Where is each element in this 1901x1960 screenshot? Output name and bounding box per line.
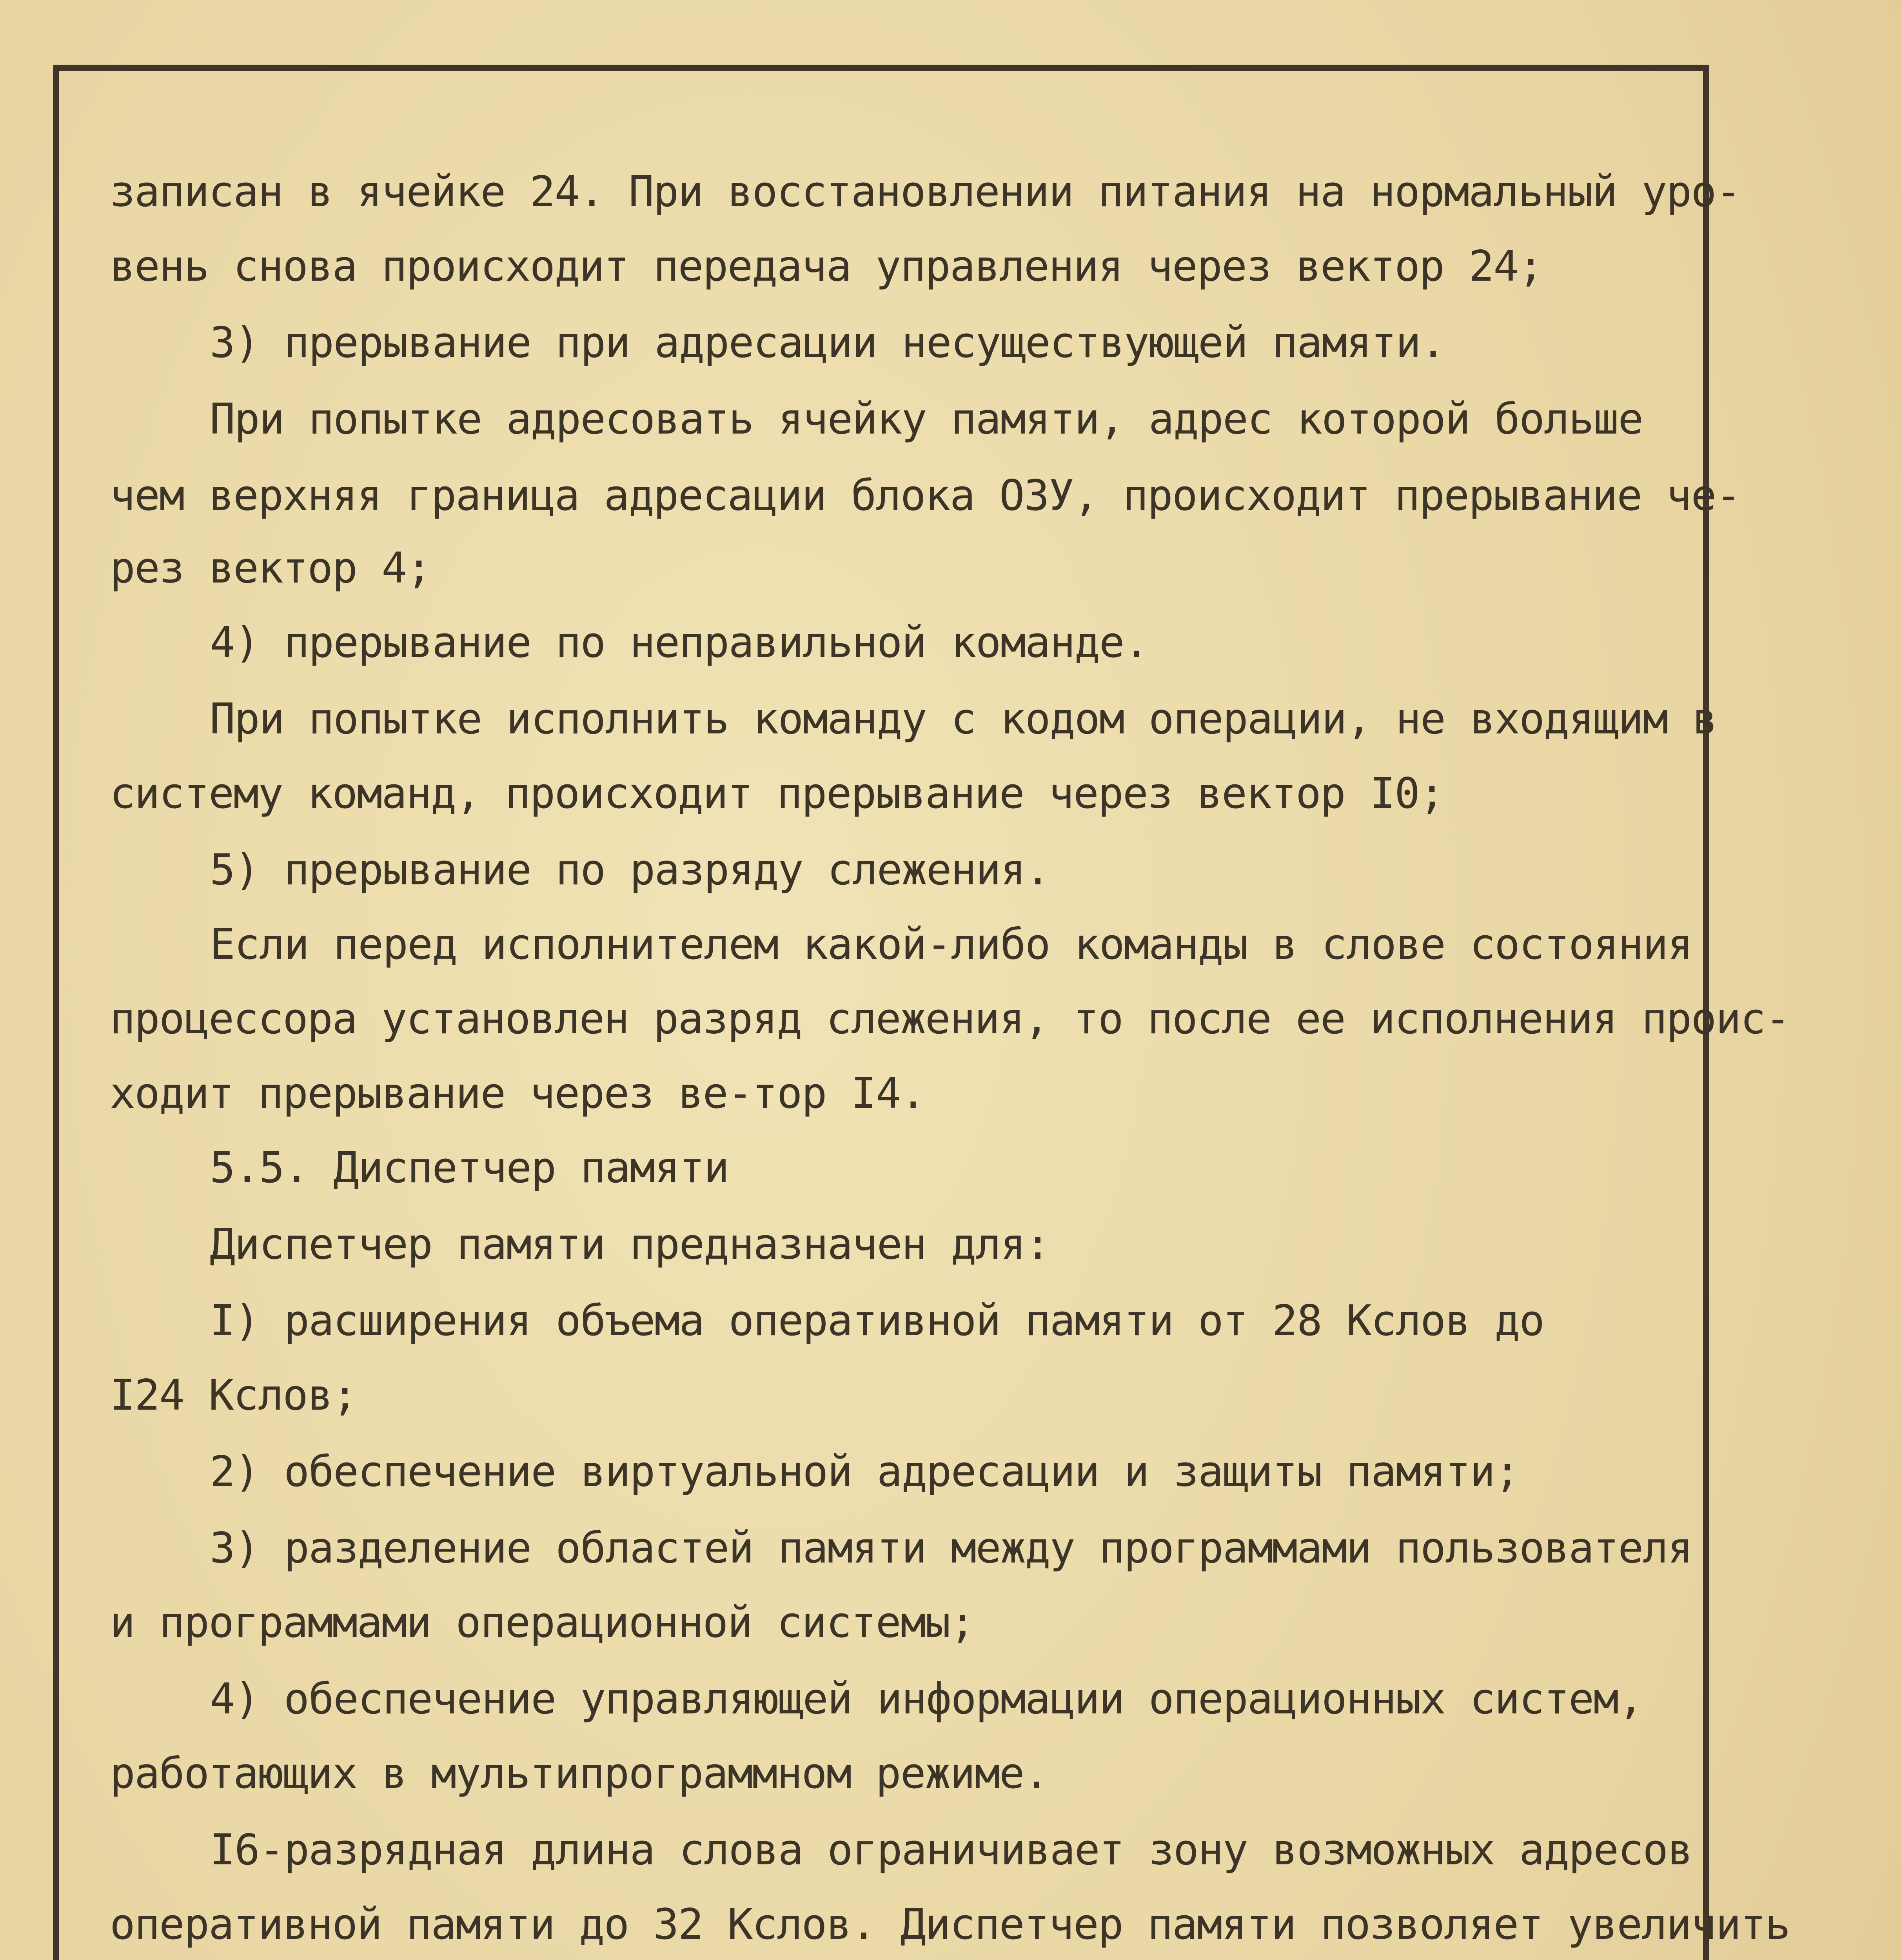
text-line: 5) прерывание по разряду слежения. xyxy=(210,846,1050,895)
text-line: I24 Кслов; xyxy=(110,1371,357,1420)
text-line: ходит прерывание через ве‐тор I4. xyxy=(110,1069,925,1118)
text-line: и программами операционной системы; xyxy=(110,1598,975,1647)
text-line: рез вектор 4; xyxy=(110,544,431,593)
text-line: 2) обеспечение виртуальной адресации и защиты памяти; xyxy=(210,1447,1520,1496)
text-line: систему команд, происходит прерывание через вектор I0; xyxy=(110,769,1444,818)
text-line: записан в ячейке 24. При восстановлении питания на нормальный уро- xyxy=(110,167,1741,216)
text-line: работающих в мультипрограммном режиме. xyxy=(110,1749,1049,1798)
text-line: 4) обеспечение управляющей информации операционных систем, xyxy=(210,1675,1643,1724)
text-line: При попытке исполнить команду с кодом операции, не входящим в xyxy=(210,695,1717,744)
text-line: оперативной памяти до 32 Кслов. Диспетчер памяти позволяет увеличить xyxy=(110,1900,1790,1949)
text-line: 3) прерывание при адресации несуществующей памяти. xyxy=(210,318,1445,367)
section-heading: 5.5. Диспетчер памяти xyxy=(210,1143,729,1192)
text-line: Диспетчер памяти предназначен для: xyxy=(210,1220,1050,1269)
text-line: 3) разделение областей памяти между программами пользователя xyxy=(210,1524,1692,1573)
text-line: При попытке адресовать ячейку памяти, адрес которой больше xyxy=(210,395,1643,444)
text-line: чем верхняя граница адресации блока ОЗУ, происходит прерывание че- xyxy=(110,471,1741,520)
text-line: Если перед исполнителем какой-либо команды в слове состояния xyxy=(210,920,1692,969)
text-line: I6-разрядная длина слова ограничивает зону возможных адресов xyxy=(210,1826,1692,1875)
text-line: вень снова происходит передача управления через вектор 24; xyxy=(110,242,1543,291)
text-line: I) расширения объема оперативной памяти от 28 Кслов до xyxy=(210,1296,1544,1345)
text-line: 4) прерывание по неправильной команде. xyxy=(210,618,1149,667)
text-line: процессора установлен разряд слежения, то после ее исполнения проис- xyxy=(110,995,1790,1044)
